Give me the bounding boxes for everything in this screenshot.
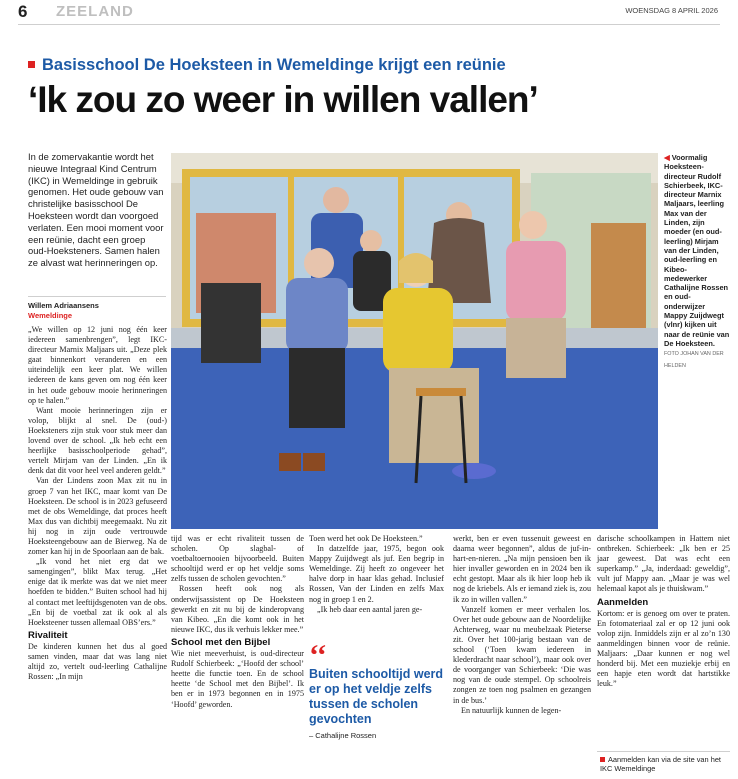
article-column-1 [28, 325, 167, 682]
byline: Willem Adriaansens [28, 301, 99, 310]
paragraph: Van der Lindens zoon Max zit nu in groep 7 van het IKC, maar komt van De Hoeksteen. De school is in 2023 gefuseerd met de obs Wemeldinge, dat proces heeft Max dus van dichtbij meegemaakt. Nu zit hij nog in zijn oude vertrouwde Hoeksteengebouw aan de Bierweg. Na de zomer kan hij in de Spoorlaan aan de bak. [28, 476, 167, 557]
intro-paragraph: In de zomervakantie wordt het nieuwe Integraal Kind Centrum (IKC) in Wemeldinge in gebruik genomen. Het oude gebouw van christelijke basisschool De Hoeksteen wordt dan voorgoed verlaten. Een mooi moment voor een reünie, dacht een groep oud-Hoeksteners. Samen halen ze alvast wat herinneringen op. [28, 151, 164, 269]
red-square-icon [28, 61, 35, 68]
paragraph: Wie niet meeverhuist, is oud-directeur Rudolf Schierbeek: „‘Hoofd der school’ heette die functie toen. En de school heette ‘de School met den Bijbel’. Ik ben er in 1973 begonnen en in 1975 ‘Hoofd’ geworden. [171, 649, 304, 709]
pull-quote [309, 639, 449, 740]
kicker-text: Basisschool De Hoeksteen in Wemeldinge krijgt een reünie [42, 56, 506, 74]
footnote-rule [597, 751, 730, 752]
article-column-4 [453, 534, 591, 716]
header-rule [18, 24, 720, 25]
paragraph: „We willen op 12 juni nog één keer iedereen samenbrengen”, legt IKC-directeur Marnix Maljaars uit. „Deze plek gaat binnenkort veranderen en een uiteindelijk een keer plat. We willen iedereen de kans geven om nog één keer in het oude gebouw mooie herinneringen op te halen.” [28, 325, 167, 405]
caption-triangle-icon: ◀ [664, 153, 670, 162]
paragraph: tijd was er echt rivaliteit tussen de scholen. Op slagbal- of voetbaltoernooien bijvoorbeeld. Buiten schooltijd werd er op het veldje soms zelfs tussen de scholen gevochten.” [171, 534, 304, 584]
quote-text: Buiten schooltijd werd er op het veldje zelfs tussen de scholen gevochten [309, 667, 444, 726]
issue-date: WOENSDAG 8 APRIL 2026 [625, 6, 718, 15]
caption-text: Voormalig Hoeksteen-directeur Rudolf Schierbeek, IKC-directeur Marnix Maljaars, leerling Max van der Linden, zijn moeder (en oud-leerling) Mirjam van der Linden, oud-leerling en Kibeo-medewerker Cathalijne Rossen en oud-onderwijzer Mappy Zuijdwegt (vlnr) kijken uit naar de reünie van De Hoeksteen. [664, 153, 730, 348]
paragraph: Toen werd het ook De Hoeksteen.” [309, 534, 423, 543]
article-column-5 [597, 534, 730, 689]
subheading: Aanmelden [597, 596, 649, 608]
dateline: Wemeldinge [28, 311, 73, 320]
article-column-3 [309, 534, 444, 615]
classroom-photo-illustration [171, 153, 658, 529]
subheading: Rivaliteit [28, 629, 68, 641]
photo-caption [664, 153, 730, 371]
red-square-icon [600, 757, 605, 762]
paragraph: „Ik vond het niet erg dat we samengingen”, blikt Max terug. „Het enige dat ik merkte was dat we niet meer hoefden te bidden.” Buiten school had hij al contact met leeftijdsgenoten van de obs. „En bij de voetbal zat ik ook al als Hoeksteener tussen allemaal OBS’ers.” [28, 557, 167, 627]
article-column-2 [171, 534, 304, 710]
paragraph: Kortom: er is genoeg om over te praten. En fotomateriaal zal er op 12 juni ook volop zijn. Inmiddels zijn er al zo’n 130 aanmeldingen binnen voor de reünie. Maljaars: „Daar kunnen er nog wel honderd bij. Met een muziekje erbij en een hapje eten wordt dat hartstikke leuk.” [597, 608, 730, 689]
byline-rule [28, 296, 166, 297]
paragraph: En natuurlijk kunnen de legen- [461, 705, 562, 715]
article-photo [171, 153, 658, 529]
paragraph: darische schoolkampen in Hattem niet ontbreken. Schierbeek: „Ik ben er 25 jaar geweest. Dat was echt een superkamp.” „Ja, inderdaad: geweldig”, vult juf Mappy aan. „Maar je was wel helemaal kapot als je thuiskwam.” [597, 534, 730, 594]
section-name: ZEELAND [56, 3, 134, 20]
quote-author: – Cathalijne Rossen [309, 731, 377, 740]
paragraph: De kinderen kunnen het dus al goed samen vinden, maar dat was lang niet altijd zo, vertelt oud-leerling Cathalijne Rossen: „In mijn [28, 641, 167, 682]
footnote-text: Aanmelden kan via de site van het IKC Wemeldinge [600, 755, 721, 773]
quote-mark-icon: ‘‘ [309, 639, 327, 672]
headline: ‘Ik zou zo weer in willen vallen’ [28, 79, 538, 120]
kicker [28, 56, 506, 75]
signup-footnote [600, 755, 730, 773]
subheading: School met den Bijbel [171, 636, 271, 648]
paragraph: werkt, ben er even tussenuit geweest en daarna weer begonnen”, aldus de juf-in-hart-en-nieren. „Na mijn pensioen ben ik hier invaller geworden en in 2024 ben ik echt gestopt. Maar als ik hier loop heb ik nog de kriebels. Als er iemand ziek is, zou ik zo in willen vallen.” [453, 534, 591, 604]
paragraph: In datzelfde jaar, 1975, begon ook Mappy Zuijdwegt als juf. Een begrip in Wemeldinge. Zij heeft zo ongeveer het halve dorp in haar klas gehad. Inclusief Rossen, Van der Linden en zelfs Max nog in groep 1 en 2. [309, 544, 444, 604]
paragraph: Want mooie herinneringen zijn er volop, blijkt al snel. De (oud-) Hoeksteners zijn stuk voor stuk meer dan lovend over de school. „Ik heb echt een heerlijke basisschoolperiode gehad”, vertelt Mirjam van der Linden. „En ik denk dat dit voor heel veel anderen geldt.” [28, 405, 167, 476]
paragraph: „Ik heb daar een aantal jaren ge- [317, 604, 423, 614]
paragraph: Vanzelf komen er meer verhalen los. Over het oude gebouw aan de Noordelijke Achterweg, waar nu meubelzaak Pieterse zit. Over het 100-jarig bestaan van de school (‘Toen kwam iedereen in klederdracht naar school’), maar ook over de voorganger van Schierbeek: ‘Die was nog van de oude stempel. Op schoolreis zongen ze toen nog psalmen en gezangen in de bus.’ [453, 604, 591, 705]
page-number: 6 [18, 2, 28, 21]
photo-credit: FOTO JOHAN VAN DER HELDEN [664, 351, 724, 369]
paragraph: Rossen heeft ook nog als onderwijsassistent op De Hoeksteen gewerkt en zit nu bij de kinderopvang van Kibeo. „En die komt ook in het nieuwe IKC, dus ik verhuis lekker mee.” [171, 584, 304, 634]
